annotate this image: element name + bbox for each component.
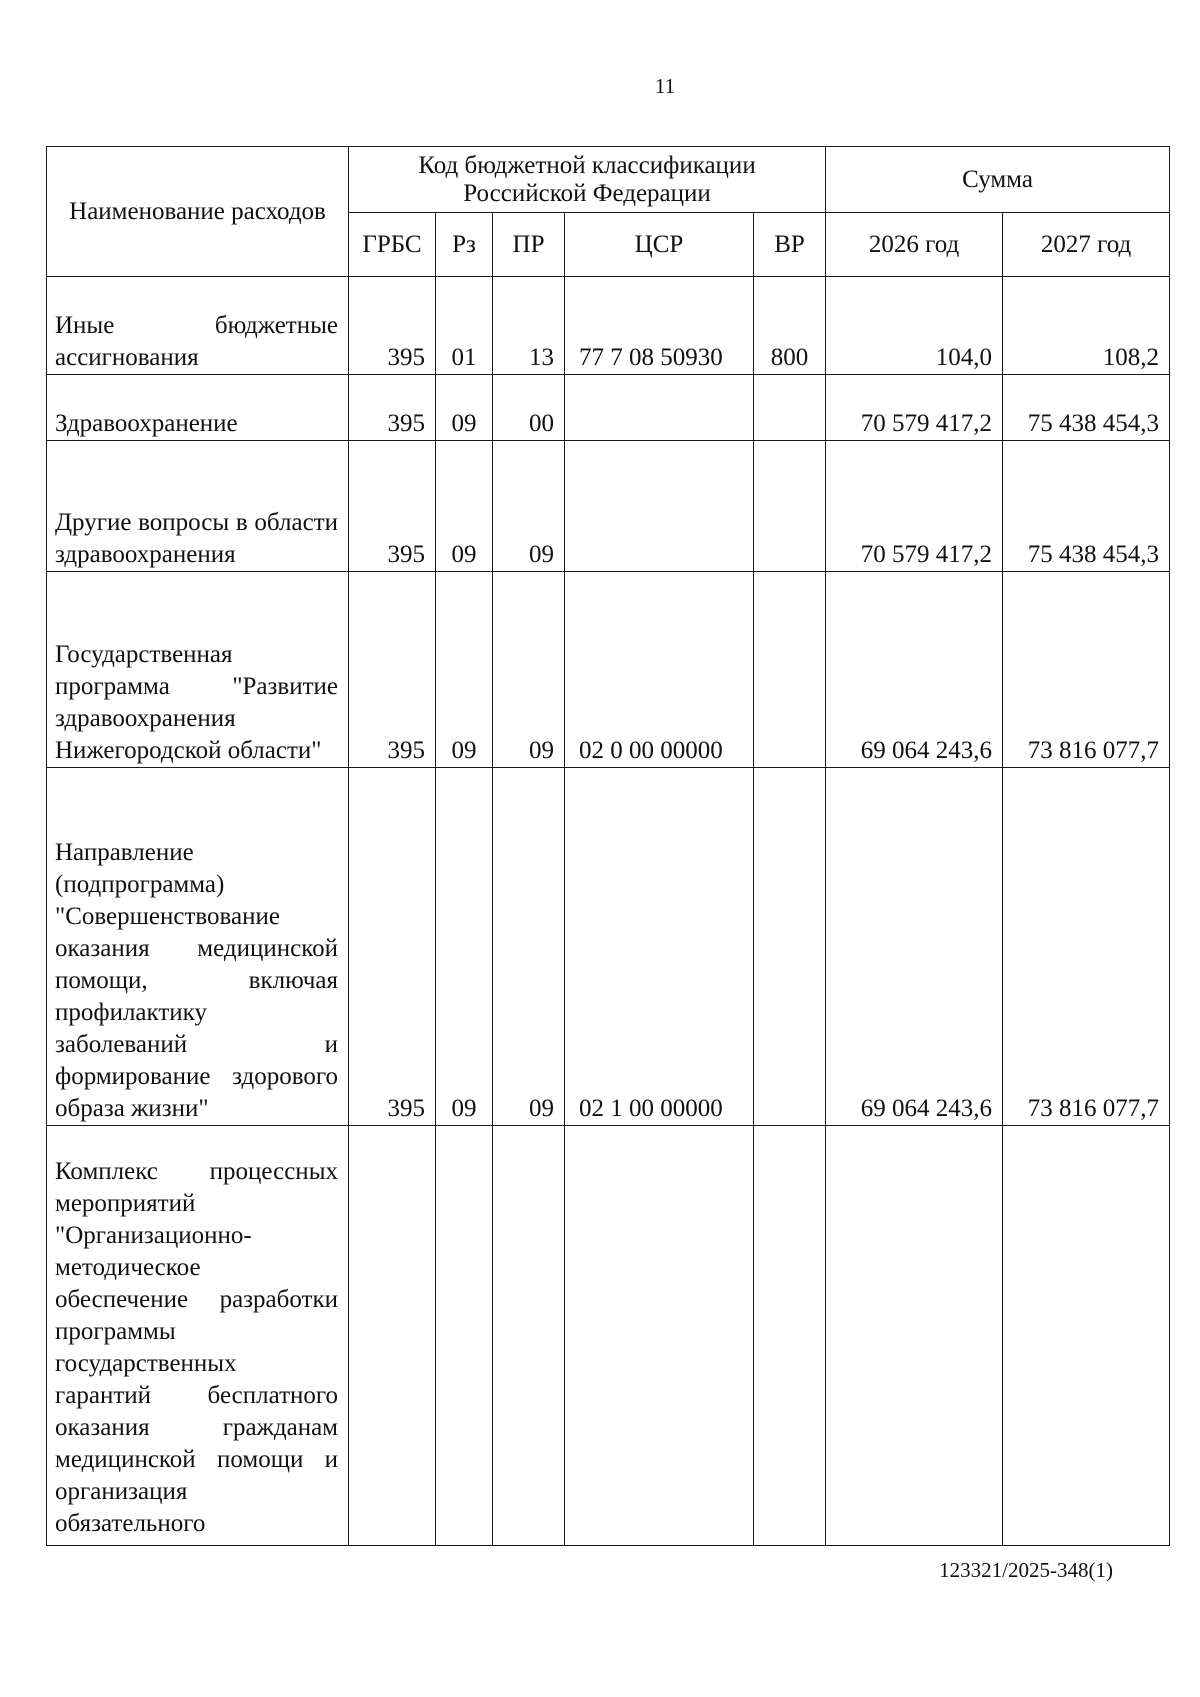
- header-grbs: ГРБС: [349, 213, 436, 277]
- row-vr: [754, 375, 826, 441]
- row-vr: [754, 768, 826, 1126]
- row-sum-2026: 70 579 417,2: [826, 375, 1003, 441]
- table-row: [47, 277, 1170, 375]
- header-csr: ЦСР: [565, 213, 754, 277]
- budget-table: [46, 146, 1170, 1546]
- row-sum-2027: 108,2: [1003, 277, 1170, 375]
- row-csr: [565, 1126, 754, 1546]
- row-pr: 00: [493, 375, 565, 441]
- document-registration-code: 123321/2025-348(1): [939, 1558, 1113, 1582]
- row-name: Государственная программа "Развитие здравоохранения Нижегородской области": [47, 572, 349, 768]
- table-row: [47, 441, 1170, 572]
- row-sum-2026: 104,0: [826, 277, 1003, 375]
- row-pr: 13: [493, 277, 565, 375]
- row-grbs: 395: [349, 277, 436, 375]
- row-vr: 800: [754, 277, 826, 375]
- row-sum-2027: 75 438 454,3: [1003, 441, 1170, 572]
- table-row: [47, 1126, 1170, 1546]
- row-grbs: 395: [349, 768, 436, 1126]
- row-name: Иные бюджетные ассигнования: [47, 277, 349, 375]
- row-vr: [754, 572, 826, 768]
- row-sum-2027: 75 438 454,3: [1003, 375, 1170, 441]
- row-rz: [436, 1126, 493, 1546]
- row-vr: [754, 441, 826, 572]
- row-csr: 02 1 00 00000: [565, 768, 754, 1126]
- header-sum-group: Сумма: [826, 147, 1170, 213]
- row-rz: 09: [436, 768, 493, 1126]
- row-pr: [493, 1126, 565, 1546]
- row-name: Направление (подпрограмма) "Совершенствование оказания медицинской помощи, включая профилактику заболеваний и формирование здорового образа жизни": [47, 768, 349, 1126]
- row-rz: 09: [436, 375, 493, 441]
- row-rz: 09: [436, 572, 493, 768]
- row-csr: 02 0 00 00000: [565, 572, 754, 768]
- row-sum-2026: 70 579 417,2: [826, 441, 1003, 572]
- row-sum-2026: [826, 1126, 1003, 1546]
- row-rz: 09: [436, 441, 493, 572]
- row-rz: 01: [436, 277, 493, 375]
- header-pr: ПР: [493, 213, 565, 277]
- row-pr: 09: [493, 572, 565, 768]
- row-vr: [754, 1126, 826, 1546]
- row-name: Здравоохранение: [47, 375, 349, 441]
- row-sum-2027: 73 816 077,7: [1003, 572, 1170, 768]
- row-name: Другие вопросы в области здравоохранения: [47, 441, 349, 572]
- table-row: [47, 768, 1170, 1126]
- row-csr: 77 7 08 50930: [565, 277, 754, 375]
- header-vr: ВР: [754, 213, 826, 277]
- row-grbs: 395: [349, 375, 436, 441]
- row-csr: [565, 375, 754, 441]
- row-sum-2026: 69 064 243,6: [826, 572, 1003, 768]
- row-grbs: [349, 1126, 436, 1546]
- table-row: [47, 375, 1170, 441]
- header-year-2027: 2027 год: [1003, 213, 1170, 277]
- page-number: 11: [654, 74, 676, 98]
- table-row: [47, 572, 1170, 768]
- row-grbs: 395: [349, 572, 436, 768]
- header-year-2026: 2026 год: [826, 213, 1003, 277]
- header-code-group: Код бюджетной классификации Российской Федерации: [349, 147, 826, 213]
- row-pr: 09: [493, 441, 565, 572]
- row-grbs: 395: [349, 441, 436, 572]
- row-sum-2026: 69 064 243,6: [826, 768, 1003, 1126]
- row-csr: [565, 441, 754, 572]
- header-rz: Рз: [436, 213, 493, 277]
- row-sum-2027: 73 816 077,7: [1003, 768, 1170, 1126]
- row-pr: 09: [493, 768, 565, 1126]
- row-name: Комплекс процессных мероприятий "Организационно-методическое обеспечение разработки программы государственных гарантий бесплатного оказания гражданам медицинской помощи и организация обязательного: [47, 1126, 349, 1546]
- header-name: Наименование расходов: [47, 147, 349, 277]
- header-row-top: [47, 147, 1170, 213]
- row-sum-2027: [1003, 1126, 1170, 1546]
